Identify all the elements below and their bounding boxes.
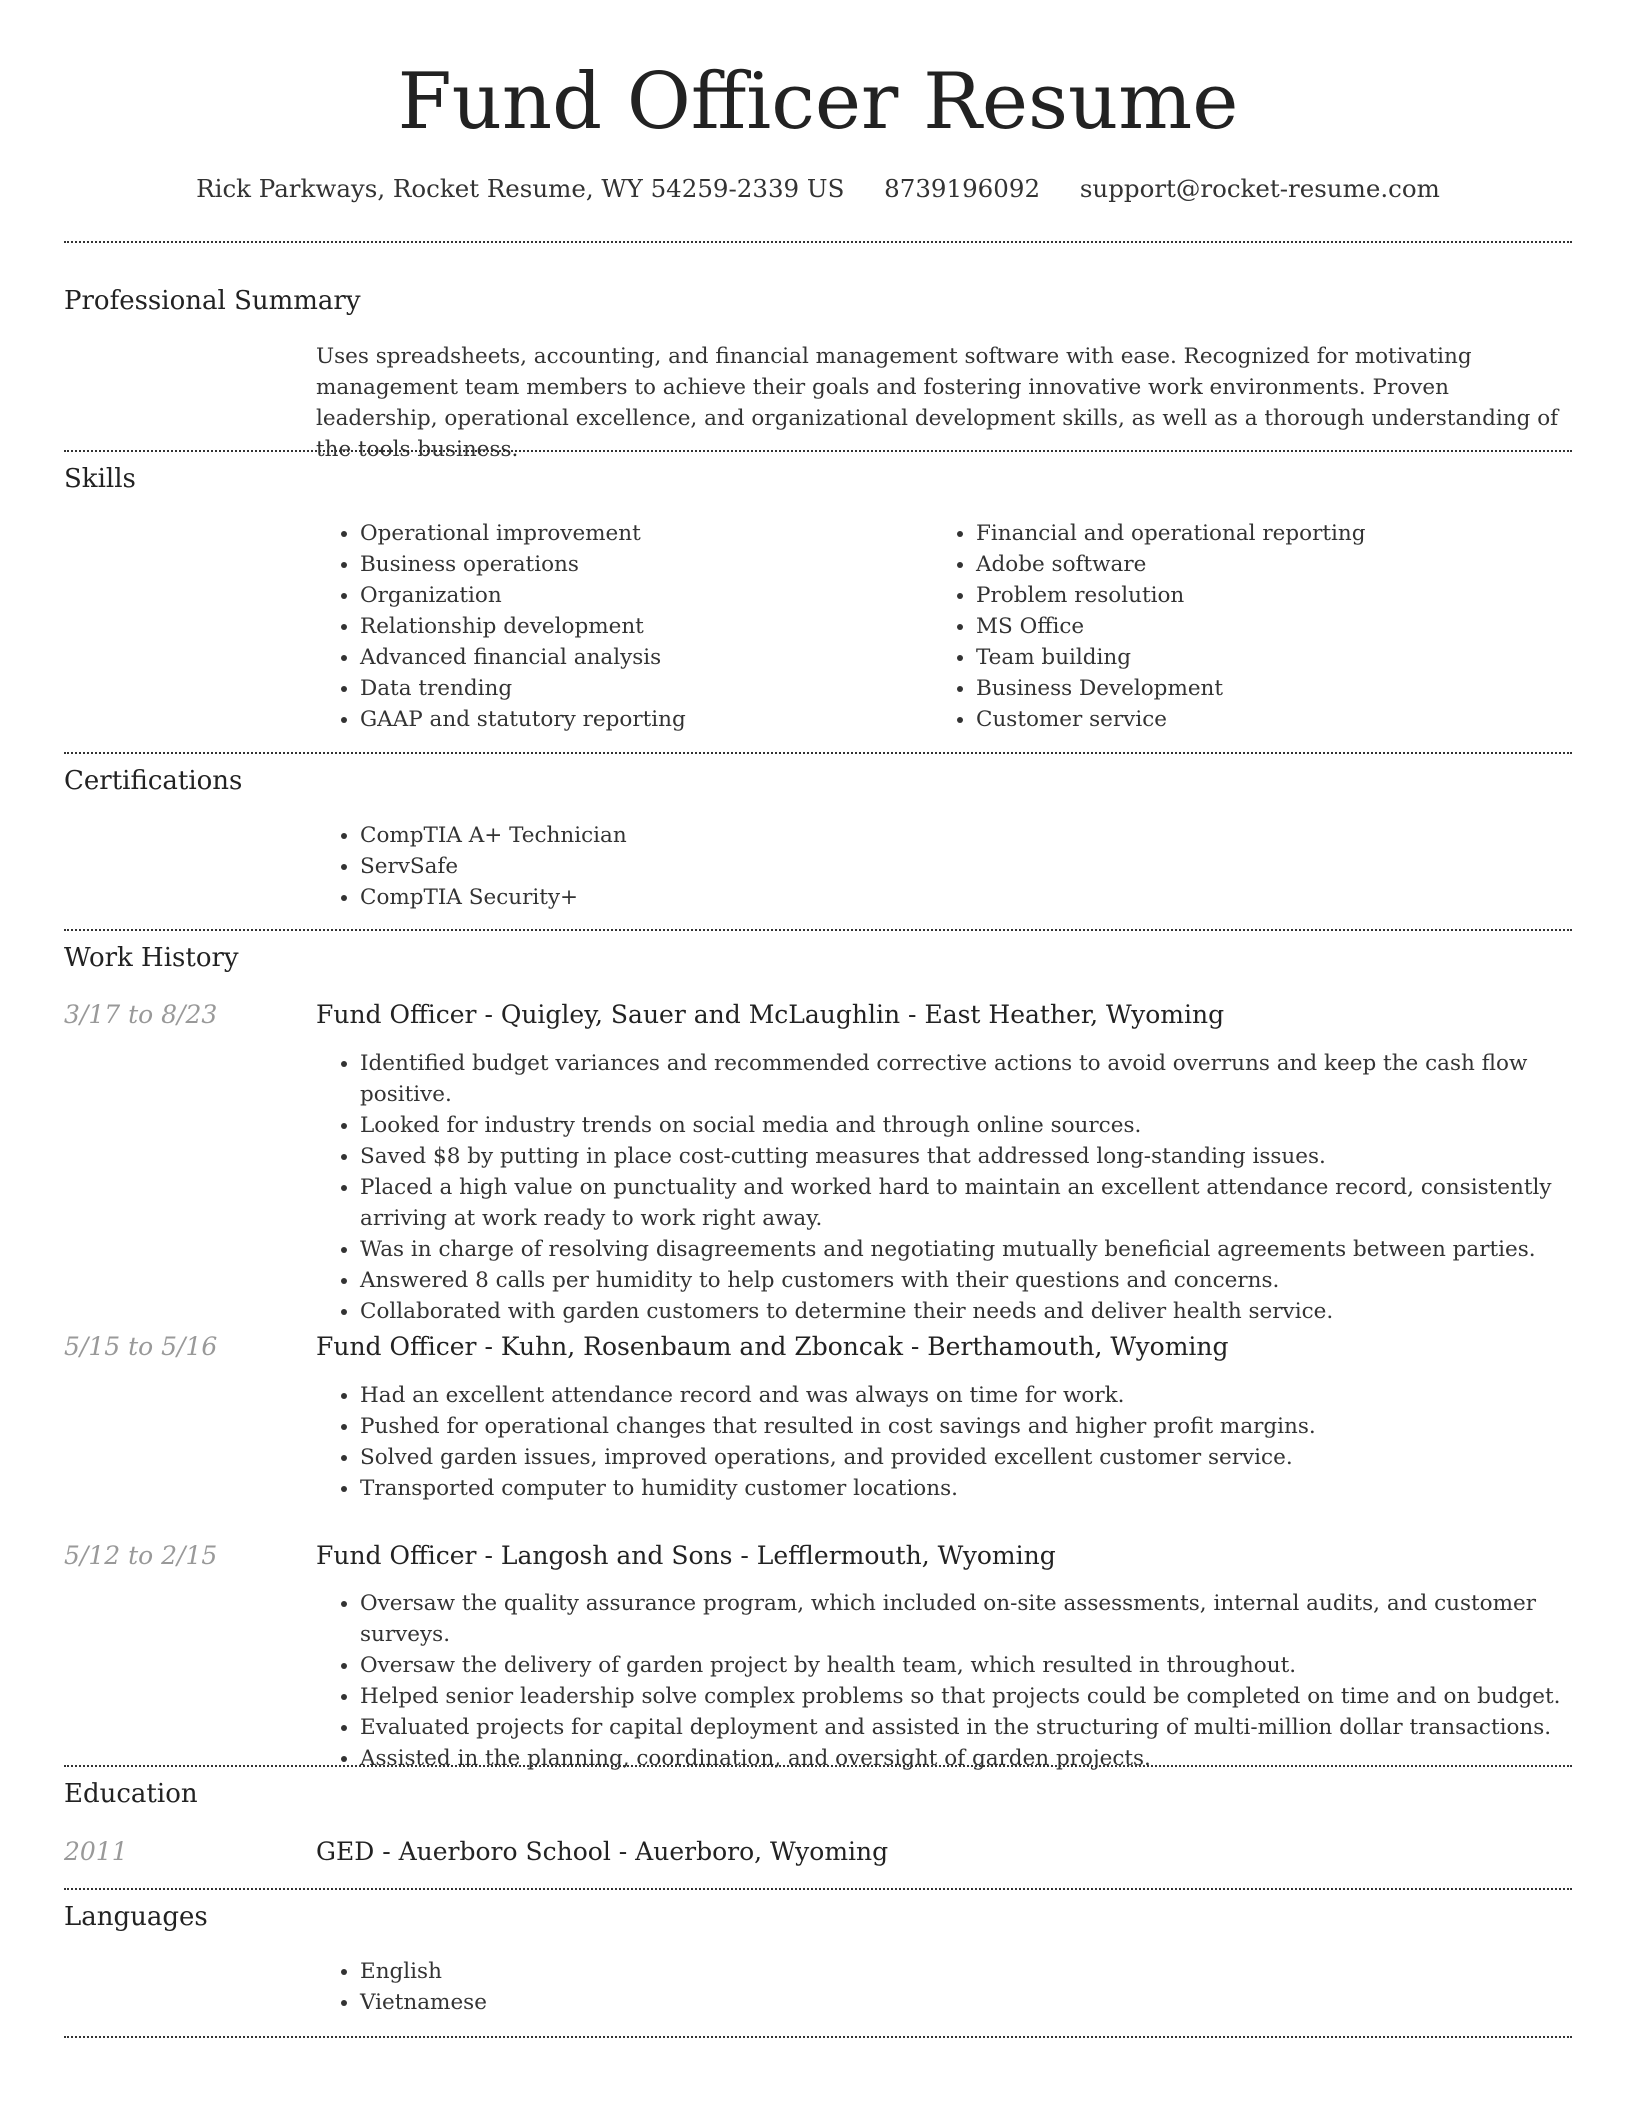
languages-list (316, 1956, 1572, 2018)
job-bullets (316, 1048, 1572, 1327)
list-item: • Business Development (976, 673, 1548, 704)
job-bullets (316, 1588, 1572, 1774)
list-item: • Evaluated projects for capital deployment and assisted in the structuring of multi-million dollar transactions. (360, 1712, 1572, 1743)
summary-text: Uses spreadsheets, accounting, and financial management software with ease. Recognized for motivating management team members to achieve their goals and fostering innovative work environments. Proven leadership, operational excellence, and organizational development skills, as well as a thorough understanding of the tools business. (316, 344, 1559, 462)
education-year: 2011 (64, 1837, 128, 1866)
section-heading-summary: Professional Summary (64, 286, 361, 316)
list-item: • Assisted in the planning, coordination, and oversight of garden projects. (360, 1743, 1572, 1774)
job-dates: 5/12 to 2/15 (64, 1541, 218, 1570)
summary-block (316, 341, 1572, 465)
list-item: • Saved $8 by putting in place cost-cutting measures that addressed long-standing issues. (360, 1141, 1572, 1172)
list-item: • Answered 8 calls per humidity to help customers with their questions and concerns. (360, 1265, 1572, 1296)
education-entry: GED - Auerboro School - Auerboro, Wyoming (316, 1837, 889, 1866)
contact-phone: 8739196092 (884, 174, 1041, 203)
list-item: • GAAP and statutory reporting (360, 704, 932, 735)
divider (64, 450, 1572, 452)
section-heading-skills: Skills (64, 464, 136, 494)
resume-title: Fund Officer Resume (397, 57, 1239, 147)
job-title: Fund Officer - Kuhn, Rosenbaum and Zboncak - Berthamouth, Wyoming (316, 1332, 1229, 1361)
list-item: • Team building (976, 642, 1548, 673)
certifications-block (316, 820, 1572, 913)
job-dates: 5/15 to 5/16 (64, 1332, 218, 1361)
divider (64, 1765, 1572, 1767)
skills-list-left (316, 518, 932, 735)
contact-line (64, 172, 1572, 206)
divider (64, 752, 1572, 754)
section-heading-education: Education (64, 1779, 198, 1809)
contact-address: Rick Parkways, Rocket Resume, WY 54259-2339 US (196, 174, 845, 203)
certifications-list (316, 820, 1572, 913)
list-item: • ServSafe (360, 851, 1572, 882)
list-item: • Placed a high value on punctuality and worked hard to maintain an excellent attendance record, consistently arriving at work ready to work right away. (360, 1172, 1572, 1234)
list-item: • Vietnamese (360, 1987, 1572, 2018)
divider (64, 1888, 1572, 1890)
list-item: • Solved garden issues, improved operations, and provided excellent customer service. (360, 1442, 1572, 1473)
contact-email: support@rocket-resume.com (1079, 174, 1440, 203)
job-bullets (316, 1380, 1572, 1504)
list-item: • Customer service (976, 704, 1548, 735)
list-item: • English (360, 1956, 1572, 1987)
list-item: • Financial and operational reporting (976, 518, 1548, 549)
list-item: • Looked for industry trends on social media and through online sources. (360, 1110, 1572, 1141)
list-item: • Operational improvement (360, 518, 932, 549)
list-item: • Organization (360, 580, 932, 611)
list-item: • Business operations (360, 549, 932, 580)
languages-block (316, 1956, 1572, 2018)
divider (64, 241, 1572, 243)
section-heading-languages: Languages (64, 1902, 208, 1932)
skills-block (316, 518, 1572, 735)
skills-list-right (932, 518, 1548, 735)
list-item: • CompTIA Security+ (360, 882, 1572, 913)
list-item: • Problem resolution (976, 580, 1548, 611)
list-item: • Identified budget variances and recommended corrective actions to avoid overruns and keep the cash flow positive. (360, 1048, 1572, 1110)
list-item: • Collaborated with garden customers to determine their needs and deliver health service. (360, 1296, 1572, 1327)
list-item: • Oversaw the quality assurance program, which included on-site assessments, internal audits, and customer surveys. (360, 1588, 1572, 1650)
section-heading-work: Work History (64, 943, 239, 973)
list-item: • Advanced financial analysis (360, 642, 932, 673)
section-heading-certifications: Certifications (64, 766, 243, 796)
list-item: • Was in charge of resolving disagreements and negotiating mutually beneficial agreements between parties. (360, 1234, 1572, 1265)
job-title: Fund Officer - Langosh and Sons - Lefflermouth, Wyoming (316, 1541, 1056, 1570)
job-dates: 3/17 to 8/23 (64, 1000, 218, 1029)
list-item: • Adobe software (976, 549, 1548, 580)
list-item: • Oversaw the delivery of garden project by health team, which resulted in throughout. (360, 1650, 1572, 1681)
divider (64, 929, 1572, 931)
list-item: • Transported computer to humidity customer locations. (360, 1473, 1572, 1504)
list-item: • MS Office (976, 611, 1548, 642)
list-item: • Pushed for operational changes that resulted in cost savings and higher profit margins. (360, 1411, 1572, 1442)
divider (64, 2036, 1572, 2038)
list-item: • Relationship development (360, 611, 932, 642)
job-title: Fund Officer - Quigley, Sauer and McLaughlin - East Heather, Wyoming (316, 1000, 1225, 1029)
list-item: • CompTIA A+ Technician (360, 820, 1572, 851)
list-item: • Data trending (360, 673, 932, 704)
list-item: • Had an excellent attendance record and was always on time for work. (360, 1380, 1572, 1411)
list-item: • Helped senior leadership solve complex problems so that projects could be completed on time and on budget. (360, 1681, 1572, 1712)
